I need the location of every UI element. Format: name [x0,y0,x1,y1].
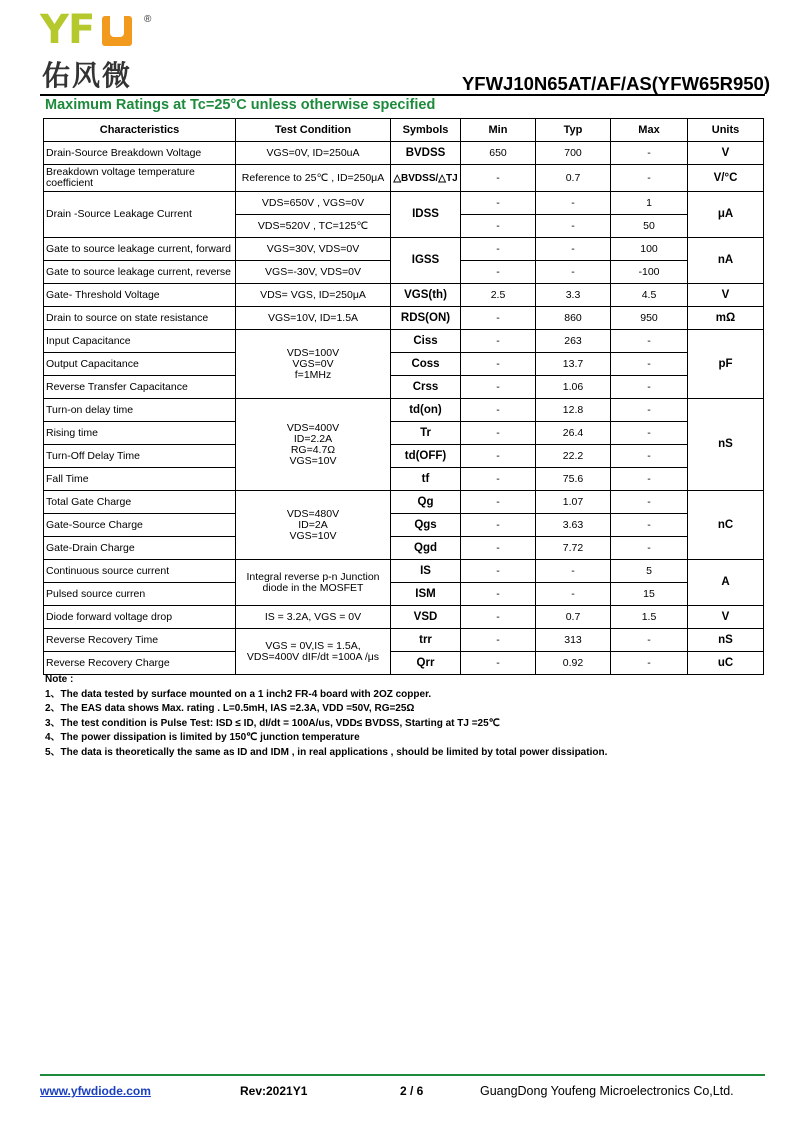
table-row [44,422,764,445]
test-condition: VDS= VGS, ID=250μA [236,284,391,307]
min-value: - [461,215,536,238]
symbol: Qgd [391,537,461,560]
part-number-title: YFWJ10N65AT/AF/AS(YFW65R950) [461,73,770,94]
symbol: td(OFF) [391,445,461,468]
characteristic: Input Capacitance [44,330,236,353]
table-row [44,330,764,353]
characteristic: Output Capacitance [44,353,236,376]
typ-value: 75.6 [536,468,611,491]
table-row [44,238,764,261]
typ-value: - [536,215,611,238]
symbol: Tr [391,422,461,445]
note-item: 4、The power dissipation is limited by 150℃ junction temperature [45,732,360,743]
typ-value: - [536,238,611,261]
max-value: - [611,330,688,353]
typ-value: 313 [536,629,611,652]
characteristic: Total Gate Charge [44,491,236,514]
max-value: 1 [611,192,688,215]
test-condition: VDS=520V , TC=125℃ [236,215,391,238]
table-row [44,307,764,330]
company-logo [40,7,160,96]
max-value: - [611,468,688,491]
page-number: 2 / 6 [400,1084,424,1098]
symbol: td(on) [391,399,461,422]
unit: V [688,606,764,629]
max-value: - [611,514,688,537]
table-row [44,468,764,491]
min-value: - [461,629,536,652]
max-value: - [611,445,688,468]
test-condition: VGS=10V, ID=1.5A [236,307,391,330]
symbol: VSD [391,606,461,629]
test-condition: VGS = 0V,IS = 1.5A, VDS=400V dIF/dt =100A /μs [236,629,391,675]
col-header: Max [611,119,688,142]
test-condition: Integral reverse p-n Junction diode in the MOSFET [236,560,391,606]
symbol: Qgs [391,514,461,537]
characteristic: Drain -Source Leakage Current [44,192,236,238]
characteristic: Gate-Drain Charge [44,537,236,560]
table-row [44,629,764,652]
symbol: IS [391,560,461,583]
characteristic: Turn-on delay time [44,399,236,422]
characteristic: Turn-Off Delay Time [44,445,236,468]
typ-value: - [536,583,611,606]
typ-value: 700 [536,142,611,165]
max-value: - [611,422,688,445]
unit: V [688,284,764,307]
min-value: - [461,583,536,606]
test-condition: Reference to 25℃ , ID=250μA [236,165,391,192]
typ-value: 13.7 [536,353,611,376]
typ-value: - [536,560,611,583]
min-value: - [461,652,536,675]
unit: V [688,142,764,165]
typ-value: - [536,261,611,284]
symbol: tf [391,468,461,491]
table-row [44,491,764,514]
notes-title: Note : [45,674,74,685]
note-item: 1、The data tested by surface mounted on a 1 inch2 FR-4 board with 2OZ copper. [45,688,432,700]
min-value: - [461,330,536,353]
symbol: IDSS [391,192,461,238]
table-row [44,514,764,537]
table-row [44,192,764,215]
typ-value: 1.06 [536,376,611,399]
note-item: 5、The data is theoretically the same as ID and IDM , in real applications , should be limited by total power dissipation. [45,746,608,758]
min-value: - [461,376,536,399]
table-row [44,537,764,560]
table-header-row [44,119,764,142]
col-header: Units [688,119,764,142]
website-link[interactable]: www.yfwdiode.com [40,1084,151,1098]
characteristic: Reverse Recovery Time [44,629,236,652]
typ-value: 0.7 [536,606,611,629]
max-value: 100 [611,238,688,261]
table-row [44,284,764,307]
typ-value: 3.63 [536,514,611,537]
max-value: - [611,353,688,376]
min-value: 650 [461,142,536,165]
table-row [44,142,764,165]
max-value: -100 [611,261,688,284]
typ-value: 1.07 [536,491,611,514]
table-row [44,399,764,422]
max-value: - [611,142,688,165]
max-value: - [611,629,688,652]
note-item: 2、The EAS data shows Max. rating . L=0.5mH, IAS =2.3A, VDD =50V, RG=25Ω [45,703,415,714]
characteristic: Gate-Source Charge [44,514,236,537]
min-value: - [461,353,536,376]
min-value: - [461,491,536,514]
ratings-table [43,118,764,675]
characteristic: Gate to source leakage current, reverse [44,261,236,284]
test-condition: VDS=650V , VGS=0V [236,192,391,215]
footer-divider [40,1074,765,1076]
col-header: Typ [536,119,611,142]
characteristic: Fall Time [44,468,236,491]
max-value: - [611,399,688,422]
min-value: - [461,422,536,445]
revision: Rev:2021Y1 [240,1084,308,1098]
table-row [44,583,764,606]
table-row [44,445,764,468]
max-value: - [611,537,688,560]
typ-value: 0.92 [536,652,611,675]
col-header: Test Condition [236,119,391,142]
symbol: Qrr [391,652,461,675]
typ-value: 12.8 [536,399,611,422]
test-condition: VGS=-30V, VDS=0V [236,261,391,284]
max-value: 950 [611,307,688,330]
characteristic: Drain to source on state resistance [44,307,236,330]
characteristic: Gate- Threshold Voltage [44,284,236,307]
min-value: - [461,307,536,330]
typ-value: 26.4 [536,422,611,445]
unit: pF [688,330,764,399]
symbol: Coss [391,353,461,376]
note-item: 3、The test condition is Pulse Test: ISD ≤ ID, dI/dt = 100A/us, VDD≤ BVDSS, Starting at TJ =25℃ [45,717,500,729]
symbol: Ciss [391,330,461,353]
unit: V/°C [688,165,764,192]
characteristic: Diode forward voltage drop [44,606,236,629]
company-name: GuangDong Youfeng Microelectronics Co,Ltd. [480,1084,734,1098]
min-value: - [461,445,536,468]
min-value: - [461,560,536,583]
typ-value: 0.7 [536,165,611,192]
characteristic: Rising time [44,422,236,445]
logo-w-mark [102,16,132,46]
min-value: - [461,606,536,629]
characteristic: Gate to source leakage current, forward [44,238,236,261]
max-value: 1.5 [611,606,688,629]
max-value: - [611,165,688,192]
table-row [44,353,764,376]
table-row [44,606,764,629]
characteristic: Pulsed source curren [44,583,236,606]
symbol: Crss [391,376,461,399]
unit: μA [688,192,764,238]
characteristic: Drain-Source Breakdown Voltage [44,142,236,165]
table-row [44,652,764,675]
table-row [44,165,764,192]
min-value: - [461,192,536,215]
unit: nS [688,629,764,652]
unit: mΩ [688,307,764,330]
characteristic: Reverse Transfer Capacitance [44,376,236,399]
logo-letters-yf: YF [40,7,95,53]
characteristic: Breakdown voltage temperature coefficient [44,165,236,192]
unit: nC [688,491,764,560]
typ-value: 22.2 [536,445,611,468]
min-value: - [461,238,536,261]
min-value: - [461,468,536,491]
symbol: Qg [391,491,461,514]
col-header: Characteristics [44,119,236,142]
min-value: 2.5 [461,284,536,307]
symbol: IGSS [391,238,461,284]
unit: A [688,560,764,606]
registered-mark: ® [144,14,152,25]
col-header: Symbols [391,119,461,142]
symbol: ISM [391,583,461,606]
min-value: - [461,399,536,422]
test-condition: VGS=0V, ID=250uA [236,142,391,165]
symbol: BVDSS [391,142,461,165]
table-row [44,376,764,399]
max-value: 50 [611,215,688,238]
typ-value: 860 [536,307,611,330]
max-value: 5 [611,560,688,583]
typ-value: 263 [536,330,611,353]
characteristic: Reverse Recovery Charge [44,652,236,675]
test-condition: IS = 3.2A, VGS = 0V [236,606,391,629]
col-header: Min [461,119,536,142]
max-value: - [611,652,688,675]
typ-value: 7.72 [536,537,611,560]
max-value: - [611,491,688,514]
characteristic: Continuous source current [44,560,236,583]
symbol: RDS(ON) [391,307,461,330]
unit: uC [688,652,764,675]
symbol: △BVDSS/△TJ [391,165,461,192]
min-value: - [461,514,536,537]
test-condition: VGS=30V, VDS=0V [236,238,391,261]
test-condition: VDS=480V ID=2A VGS=10V [236,491,391,560]
test-condition: VDS=400V ID=2.2A RG=4.7Ω VGS=10V [236,399,391,491]
min-value: - [461,537,536,560]
symbol: VGS(th) [391,284,461,307]
min-value: - [461,261,536,284]
typ-value: 3.3 [536,284,611,307]
table-row [44,560,764,583]
test-condition: VDS=100V VGS=0V f=1MHz [236,330,391,399]
unit: nA [688,238,764,284]
max-value: 15 [611,583,688,606]
typ-value: - [536,192,611,215]
header-divider [40,94,765,96]
logo-chinese-name: 佑风微 [42,59,133,92]
min-value: - [461,165,536,192]
notes-section [45,673,607,760]
unit: nS [688,399,764,491]
max-value: 4.5 [611,284,688,307]
symbol: trr [391,629,461,652]
max-value: - [611,376,688,399]
section-title: Maximum Ratings at Tc=25°C unless otherwise specified [45,97,436,113]
